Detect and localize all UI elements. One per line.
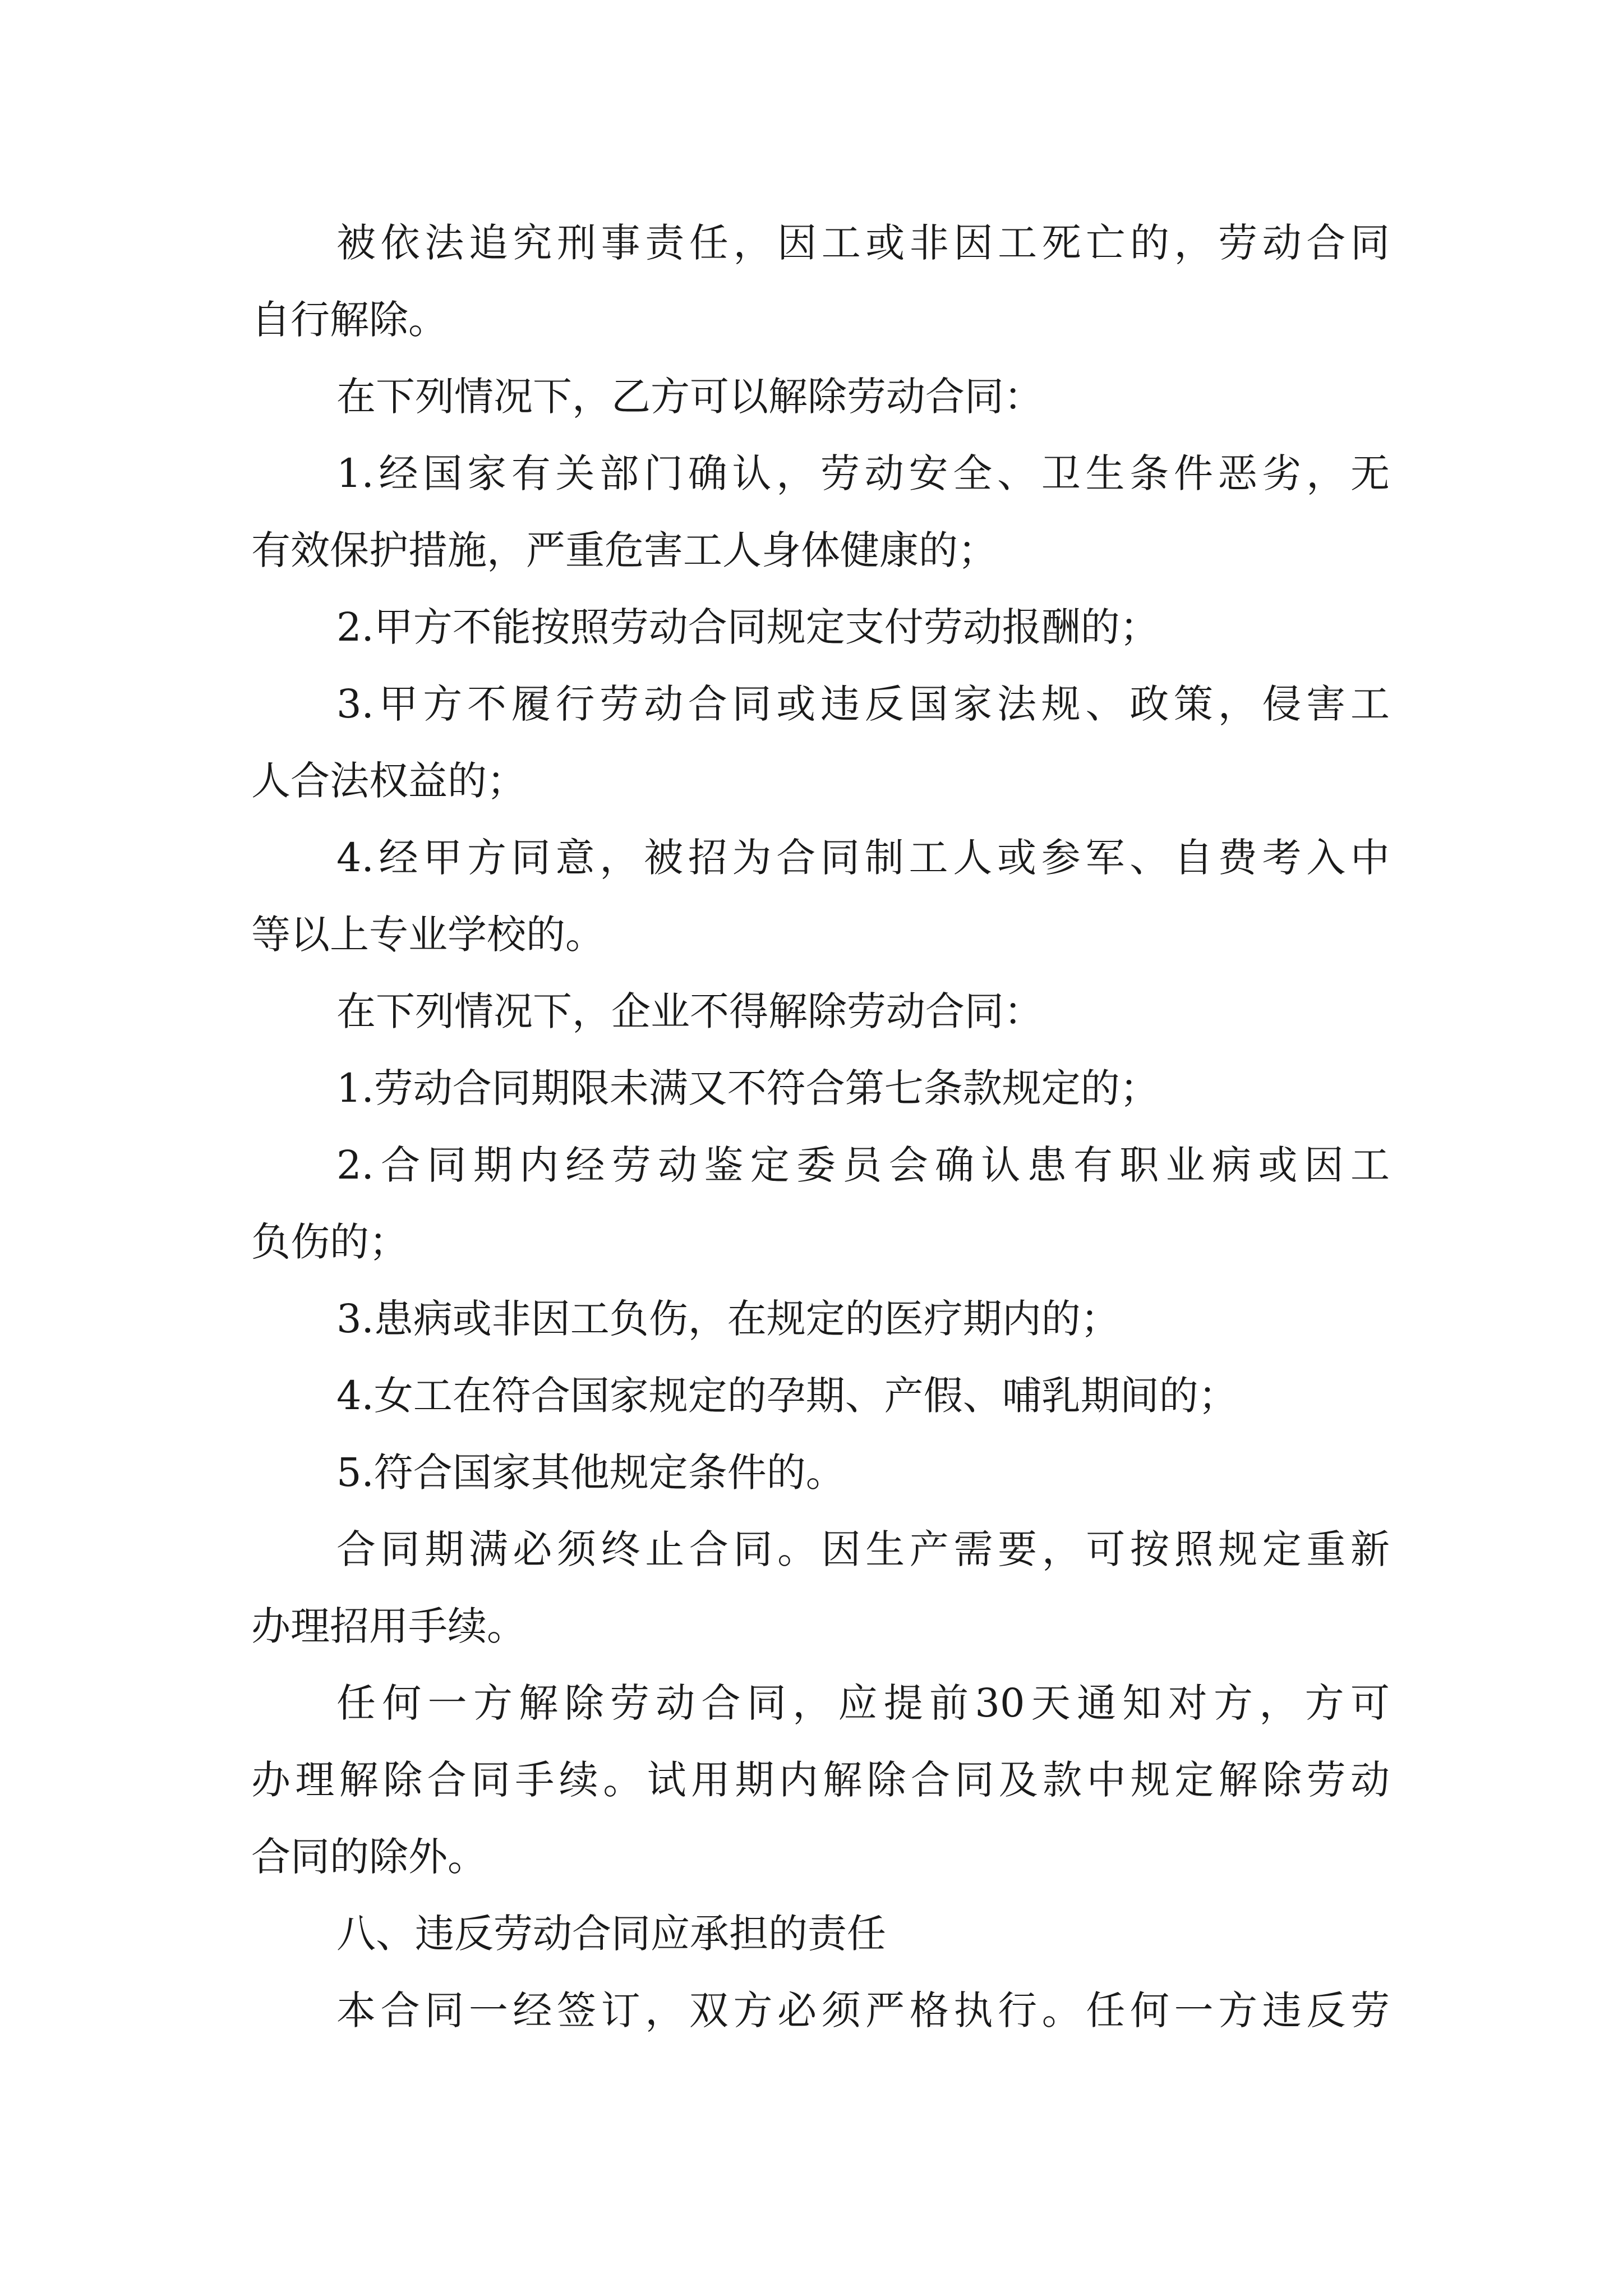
text-line: 被依法追究刑事责任，因工或非因工死亡的，劳动合同 [336,220,1390,266]
text-line: 4.经甲方同意，被招为合同制工人或参军、自费考入中 [336,835,1390,881]
text-line: 合同期满必须终止合同。因生产需要，可按照规定重新 [336,1526,1390,1572]
text-line: 在下列情况下，企业不得解除劳动合同： [336,988,1043,1034]
text-line: 本合同一经签订，双方必须严格执行。任何一方违反劳 [336,1987,1390,2033]
text-line: 5.符合国家其他规定条件的。 [336,1450,845,1496]
text-line: 3.甲方不履行劳动合同或违反国家法规、政策，侵害工 [336,681,1390,727]
text-line: 2.合同期内经劳动鉴定委员会确认患有职业病或因工 [336,1142,1390,1188]
text-line: 办理招用手续。 [251,1603,526,1649]
text-line: 人合法权益的； [251,758,526,804]
text-line: 负伤的； [251,1219,408,1265]
text-line: 1.经国家有关部门确认，劳动安全、卫生条件恶劣，无 [336,450,1390,496]
text-line: 办理解除合同手续。试用期内解除合同及款中规定解除劳动 [251,1757,1390,1803]
text-line: 1.劳动合同期限未满又不符合第七条款规定的； [336,1065,1159,1111]
text-line: 合同的除外。 [251,1834,487,1880]
text-line: 在下列情况下，乙方可以解除劳动合同： [336,374,1043,420]
text-line: 等以上专业学校的。 [251,912,605,958]
text-line: 4.女工在符合国家规定的孕期、产假、哺乳期间的； [336,1373,1238,1419]
text-line: 自行解除。 [251,297,448,343]
text-line: 任何一方解除劳动合同，应提前30天通知对方，方可 [336,1680,1390,1726]
text-line: 3.患病或非因工负伤，在规定的医疗期内的； [336,1296,1120,1342]
text-line: 八、违反劳动合同应承担的责任 [336,1911,886,1957]
text-line: 2.甲方不能按照劳动合同规定支付劳动报酬的； [336,604,1159,650]
text-line: 有效保护措施，严重危害工人身体健康的； [251,527,997,573]
